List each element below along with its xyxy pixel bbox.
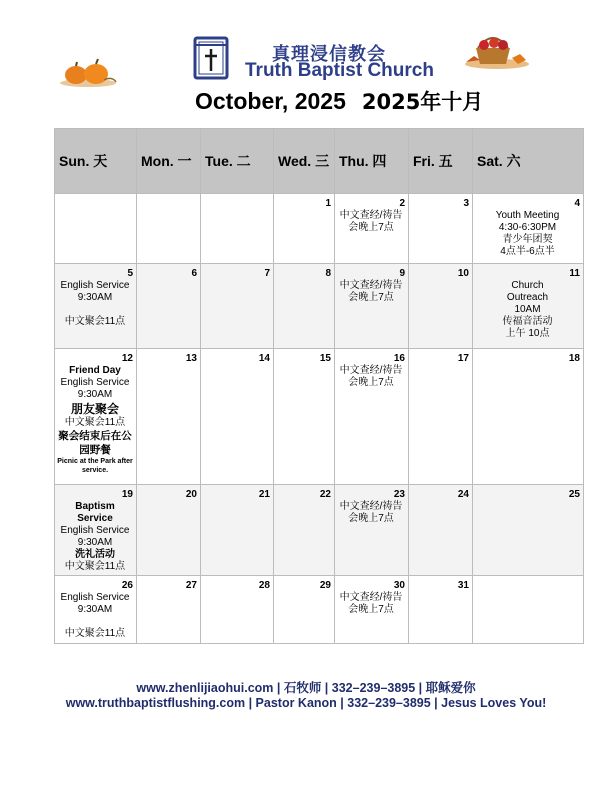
event-text: 上午 10点 [505, 328, 550, 339]
day-number: 24 [457, 489, 469, 500]
weekday-header: Mon. 一 [137, 129, 201, 194]
calendar-day-cell [274, 576, 335, 644]
weekday-header: Wed. 三 [274, 129, 335, 194]
weekday-header: Thu. 四 [335, 129, 409, 194]
day-number: 15 [319, 353, 331, 364]
day-number: 23 [393, 489, 405, 500]
event-text: Church [511, 280, 544, 291]
event-text: 中文查经/祷告会晚上7点 [339, 592, 403, 615]
event-text: 中文查经/祷告会晚上7点 [339, 210, 403, 233]
day-number: 17 [457, 353, 469, 364]
event-text: 聚会结束后在公园野餐 [58, 430, 132, 456]
day-number: 6 [191, 268, 197, 279]
calendar-day-cell [409, 485, 473, 576]
day-number: 20 [185, 489, 197, 500]
calendar-week-row [55, 576, 584, 644]
calendar-week-row [55, 485, 584, 576]
calendar-day-cell [409, 349, 473, 485]
calendar-day-cell [335, 576, 409, 644]
day-number: 9 [399, 268, 405, 279]
day-number: 25 [568, 489, 580, 500]
calendar-day-cell [201, 576, 274, 644]
calendar-day-cell [335, 194, 409, 264]
event-text: English Service [60, 525, 130, 536]
event-text: 传福音活动 [502, 316, 553, 327]
event-text: 青少年团契 [502, 234, 553, 245]
event-spacer [57, 616, 133, 628]
day-number: 16 [393, 353, 405, 364]
day-number: 30 [393, 580, 405, 591]
event-text: 中文聚会11点 [64, 417, 126, 428]
footer-contact-en: www.truthbaptistflushing.com | Pastor Kanon | 332–239–3895 | Jesus Loves You! [65, 696, 547, 710]
event-text: Youth Meeting [495, 210, 560, 221]
calendar-day-cell [201, 194, 274, 264]
calendar-day-cell [409, 194, 473, 264]
event-text: English Service [60, 280, 130, 291]
event-text: 中文聚会11点 [64, 628, 126, 639]
church-name-en: Truth Baptist Church [245, 60, 434, 81]
calendar-day-cell [55, 194, 137, 264]
day-number: 8 [325, 268, 331, 279]
day-number: 1 [325, 198, 331, 209]
calendar-day-cell [274, 485, 335, 576]
calendar-week-row [55, 264, 584, 349]
event-text: 9:30AM [77, 537, 113, 548]
footer-contact-cn: www.zhenlijiaohui.com | 石牧师 | 332–239–3895 | 耶稣爱你 [136, 681, 476, 695]
event-text: 洗礼活动 [75, 549, 115, 560]
calendar-day-cell [55, 349, 137, 485]
event-text: 10AM [514, 304, 541, 315]
church-name-cn: 真理浸信教会 [272, 44, 386, 65]
harvest-basket-icon [462, 28, 532, 70]
day-number: 10 [457, 268, 469, 279]
day-number: 12 [121, 353, 133, 364]
day-number: 22 [319, 489, 331, 500]
day-number: 27 [185, 580, 197, 591]
calendar-day-cell [409, 576, 473, 644]
day-number: 29 [319, 580, 331, 591]
event-text: 9:30AM [77, 604, 113, 615]
event-text: Friend Day [69, 365, 121, 376]
calendar-week-row [55, 349, 584, 485]
calendar-week-row [55, 194, 584, 264]
calendar-grid [54, 128, 584, 644]
calendar-day-cell [137, 264, 201, 349]
calendar-day-cell [335, 349, 409, 485]
day-number: 11 [569, 268, 580, 279]
bible-cross-icon [193, 36, 231, 82]
day-number: 18 [568, 353, 580, 364]
calendar-day-cell [137, 576, 201, 644]
month-title-en: October, 2025 [195, 88, 346, 114]
calendar-day-cell [473, 264, 584, 349]
day-number: 14 [258, 353, 270, 364]
calendar-day-cell [201, 264, 274, 349]
event-text: 9:30AM [77, 389, 113, 400]
calendar-day-cell [473, 194, 584, 264]
calendar-day-cell [137, 194, 201, 264]
event-text: 4:30-6:30PM [498, 222, 557, 233]
calendar-day-cell [335, 485, 409, 576]
event-spacer [57, 304, 133, 316]
calendar-day-cell [274, 194, 335, 264]
event-text: 朋友聚会 [70, 402, 119, 416]
day-number: 26 [121, 580, 133, 591]
event-text: Picnic at the Park after service. [57, 458, 133, 474]
day-number: 19 [121, 489, 133, 500]
month-title [195, 86, 483, 116]
event-text: 中文查经/祷告会晚上7点 [339, 280, 403, 303]
event-text: Outreach [506, 292, 549, 303]
weekday-header-row [55, 129, 584, 194]
month-title-cn: 2025年十月 [361, 90, 484, 114]
day-number: 31 [457, 580, 469, 591]
calendar-day-cell [55, 485, 137, 576]
calendar-day-cell [409, 264, 473, 349]
event-text: 中文查经/祷告会晚上7点 [339, 365, 403, 388]
calendar-day-cell [137, 485, 201, 576]
event-text: English Service [60, 592, 130, 603]
day-number: 2 [399, 198, 405, 209]
calendar-day-cell [473, 349, 584, 485]
event-text: 中文聚会11点 [64, 316, 126, 327]
weekday-header: Sun. 天 [55, 129, 137, 194]
day-number: 7 [264, 268, 270, 279]
event-text: 中文聚会11点 [64, 561, 126, 572]
calendar-day-cell [201, 349, 274, 485]
calendar-day-cell [55, 264, 137, 349]
event-text: 9:30AM [77, 292, 113, 303]
event-text: 4点半-6点半 [500, 246, 555, 257]
day-number: 28 [258, 580, 270, 591]
event-text: English Service [60, 377, 130, 388]
day-number: 5 [127, 268, 133, 279]
calendar-day-cell [473, 485, 584, 576]
weekday-header: Sat. 六 [473, 129, 584, 194]
event-text: Baptism Service [75, 501, 115, 524]
calendar-day-cell [473, 576, 584, 644]
calendar-day-cell [201, 485, 274, 576]
calendar-day-cell [55, 576, 137, 644]
day-number: 4 [574, 198, 580, 209]
calendar-day-cell [137, 349, 201, 485]
calendar-day-cell [335, 264, 409, 349]
weekday-header: Tue. 二 [201, 129, 274, 194]
calendar-day-cell [274, 349, 335, 485]
day-number: 21 [258, 489, 270, 500]
calendar-day-cell [274, 264, 335, 349]
weekday-header: Fri. 五 [409, 129, 473, 194]
event-text: 中文查经/祷告会晚上7点 [339, 501, 403, 524]
day-number: 13 [185, 353, 197, 364]
pumpkins-icon [58, 54, 118, 90]
day-number: 3 [463, 198, 469, 209]
